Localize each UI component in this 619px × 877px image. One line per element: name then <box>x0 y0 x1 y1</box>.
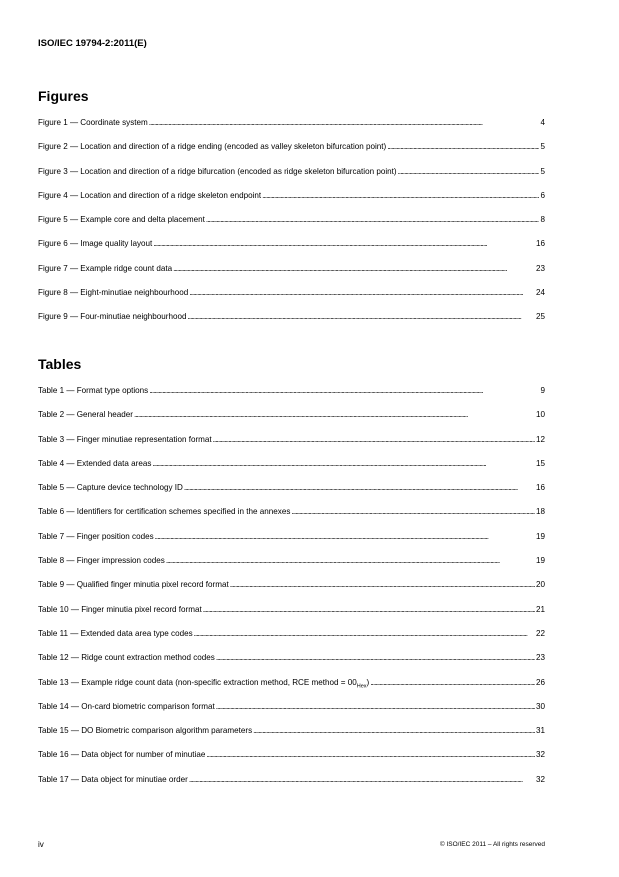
dot-leader <box>370 678 535 688</box>
dot-leader <box>216 702 535 712</box>
table-entry[interactable] <box>38 702 545 726</box>
table-entry[interactable] <box>38 483 545 507</box>
entry-label: Figure 2 — Location and direction of a ridge ending (encoded as valley skeleton bifurcation point) <box>38 142 387 152</box>
dot-leader <box>206 215 540 225</box>
entry-label: Figure 1 — Coordinate system <box>38 118 148 127</box>
dot-leader <box>187 312 535 322</box>
tables-list <box>38 386 545 799</box>
entry-label: Figure 9 — Four-minutiae neighbourhood <box>38 312 187 322</box>
entry-page: 15 <box>535 458 545 468</box>
table-entry[interactable] <box>38 532 545 556</box>
entry-page: 23 <box>535 263 545 273</box>
figure-entry[interactable] <box>38 142 545 166</box>
dot-leader <box>253 726 535 736</box>
entry-page: 19 <box>535 556 545 566</box>
entry-label-end: ) <box>366 677 370 687</box>
table-entry[interactable] <box>38 629 545 653</box>
figures-heading: Figures <box>38 88 89 104</box>
entry-page: 5 <box>540 166 545 176</box>
entry-label: Figure 3 — Location and direction of a ridge bifurcation (encoded as ridge skeleton bifurcation point) <box>38 166 397 176</box>
entry-page: 30 <box>535 701 545 711</box>
figure-entry[interactable] <box>38 312 545 336</box>
dot-leader <box>152 459 535 469</box>
dot-leader <box>387 142 539 152</box>
dot-leader <box>262 191 539 201</box>
dot-leader <box>149 118 540 128</box>
entry-label: Table 1 — Format type options <box>38 386 149 395</box>
table-entry[interactable] <box>38 459 545 483</box>
table-entry[interactable] <box>38 435 545 459</box>
entry-label: Table 16 — Data object for number of minutiae <box>38 750 206 760</box>
entry-label: Figure 6 — Image quality layout <box>38 239 153 249</box>
entry-label: Table 8 — Finger impression codes <box>38 556 165 566</box>
figure-entry[interactable] <box>38 118 545 142</box>
dot-leader <box>184 483 535 493</box>
figure-entry[interactable] <box>38 191 545 215</box>
entry-label: Table 3 — Finger minutiae representation format <box>38 434 212 444</box>
table-entry[interactable] <box>38 653 545 677</box>
entry-page: 22 <box>535 628 545 638</box>
entry-label: Table 7 — Finger position codes <box>38 531 154 541</box>
dot-leader <box>189 775 535 785</box>
dot-leader <box>153 239 535 249</box>
document-identifier: ISO/IEC 19794-2:2011(E) <box>38 38 147 49</box>
entry-page: 25 <box>535 312 545 322</box>
entry-page: 24 <box>535 288 545 298</box>
entry-page: 32 <box>535 774 545 784</box>
entry-label: Figure 4 — Location and direction of a ridge skeleton endpoint <box>38 190 262 200</box>
tables-heading: Tables <box>38 356 82 372</box>
entry-page: 26 <box>535 677 545 687</box>
figure-entry[interactable] <box>38 167 545 191</box>
entry-label: Table 6 — Identifiers for certification schemes specified in the annexes <box>38 507 291 517</box>
dot-leader <box>189 288 535 298</box>
dot-leader <box>149 386 539 396</box>
dot-leader <box>203 605 535 615</box>
table-entry[interactable] <box>38 775 545 799</box>
table-entry[interactable] <box>38 678 545 702</box>
entry-label: Figure 7 — Example ridge count data <box>38 263 173 273</box>
dot-leader <box>230 580 535 590</box>
dot-leader <box>194 629 535 639</box>
entry-label: Table 17 — Data object for minutiae order <box>38 774 188 784</box>
table-entry[interactable] <box>38 605 545 629</box>
dot-leader <box>216 653 535 663</box>
figure-entry[interactable] <box>38 288 545 312</box>
table-entry[interactable] <box>38 410 545 434</box>
entry-label: Table 2 — General header <box>38 410 133 420</box>
entry-label: Table 4 — Extended data areas <box>38 458 152 468</box>
entry-label: Table 10 — Finger minutia pixel record format <box>38 604 202 614</box>
figure-entry[interactable] <box>38 264 545 288</box>
dot-leader <box>206 750 535 760</box>
entry-page: 9 <box>540 386 545 395</box>
dot-leader <box>134 410 535 420</box>
dot-leader <box>173 264 535 274</box>
dot-leader <box>213 435 535 445</box>
entry-page: 8 <box>540 215 545 225</box>
entry-page: 31 <box>535 726 545 736</box>
table-entry[interactable] <box>38 726 545 750</box>
dot-leader <box>155 532 535 542</box>
entry-label: Table 15 — DO Biometric comparison algorithm parameters <box>38 726 253 736</box>
entry-page: 5 <box>540 142 545 152</box>
entry-label: Figure 5 — Example core and delta placement <box>38 215 205 225</box>
entry-label: Table 11 — Extended data area type codes <box>38 628 193 638</box>
entry-page: 20 <box>535 580 545 590</box>
entry-page: 32 <box>535 750 545 760</box>
figure-entry[interactable] <box>38 215 545 239</box>
dot-leader <box>291 507 535 517</box>
entry-page: 6 <box>540 190 545 200</box>
entry-page: 10 <box>535 410 545 420</box>
entry-page: 23 <box>535 653 545 663</box>
entry-page: 18 <box>535 507 545 517</box>
entry-label <box>38 678 369 692</box>
page-number: iv <box>38 840 44 849</box>
table-entry[interactable] <box>38 750 545 774</box>
entry-label: Table 14 — On-card biometric comparison format <box>38 701 215 711</box>
entry-label: Table 12 — Ridge count extraction method codes <box>38 653 215 663</box>
hex-subscript: Hex <box>356 683 367 690</box>
entry-page: 12 <box>535 434 545 444</box>
entry-label-main: Table 13 — Example ridge count data (non-specific extraction method, RCE method = 00 <box>38 677 357 687</box>
table-entry[interactable] <box>38 580 545 604</box>
entry-label: Table 9 — Qualified finger minutia pixel record format <box>38 580 229 590</box>
entry-label: Table 5 — Capture device technology ID <box>38 483 183 493</box>
entry-label: Figure 8 — Eight-minutiae neighbourhood <box>38 288 189 298</box>
figures-list <box>38 118 545 337</box>
entry-page: 19 <box>535 531 545 541</box>
dot-leader <box>398 167 540 177</box>
entry-page: 4 <box>540 118 545 127</box>
entry-page: 16 <box>535 483 545 493</box>
table-entry[interactable] <box>38 507 545 531</box>
entry-page: 16 <box>535 239 545 249</box>
table-entry[interactable] <box>38 556 545 580</box>
table-entry[interactable] <box>38 386 545 410</box>
figure-entry[interactable] <box>38 239 545 263</box>
entry-page: 21 <box>535 604 545 614</box>
dot-leader <box>166 556 535 566</box>
copyright-notice: © ISO/IEC 2011 – All rights reserved <box>439 841 545 848</box>
